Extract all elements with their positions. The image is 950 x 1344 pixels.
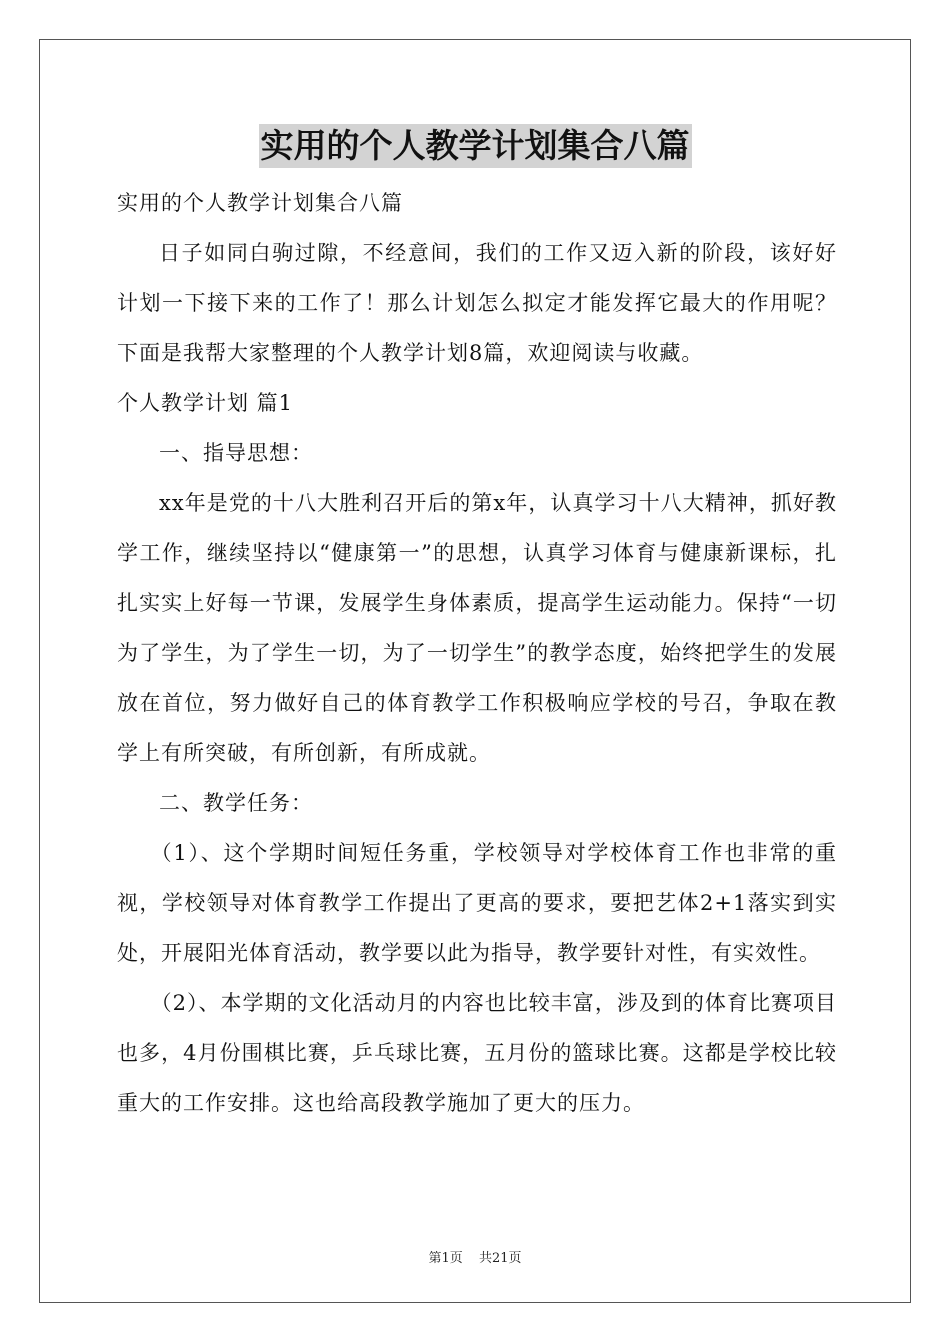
- page-number: 第1页: [428, 1251, 463, 1266]
- paragraph: 实用的个人教学计划集合八篇: [117, 191, 403, 215]
- document-title: 实用的个人教学计划集合八篇: [259, 124, 692, 168]
- subsection-heading: 二、教学任务：: [159, 791, 313, 815]
- paragraph: （1）、这个学期时间短任务重，学校领导对学校体育工作也非常的重视，学校领导对体育教学工作提出了更高的要求，要把艺体2+1落实到实处，开展阳光体育活动，教学要以此为指导，教学要针对性，有实效性。: [117, 841, 837, 965]
- paragraph: （2）、本学期的文化活动月的内容也比较丰富，涉及到的体育比赛项目也多，4月份围棋比赛，乒乓球比赛，五月份的篮球比赛。这都是学校比较重大的工作安排。这也给高段教学施加了更大的压力。: [117, 991, 837, 1115]
- paragraph: xx年是党的十八大胜利召开后的第x年，认真学习十八大精神，抓好教学工作，继续坚持以“健康第一”的思想，认真学习体育与健康新课标，扎扎实实上好每一节课，发展学生身体素质，提高学生运动能力。保持“一切为了学生，为了学生一切，为了一切学生”的教学态度，始终把学生的发展放在首位，努力做好自己的体育教学工作积极响应学校的号召，争取在教学上有所突破，有所创新，有所成就。: [117, 491, 837, 765]
- paragraph: 日子如同白驹过隙，不经意间，我们的工作又迈入新的阶段，该好好计划一下接下来的工作了！那么计划怎么拟定才能发挥它最大的作用呢？下面是我帮大家整理的个人教学计划8篇，欢迎阅读与收藏。: [117, 241, 837, 365]
- subsection-heading: 一、指导思想：: [159, 441, 313, 465]
- page-total: 共21页: [478, 1251, 522, 1266]
- page-footer: [0, 1247, 950, 1266]
- title-wrap: [0, 124, 950, 168]
- section-heading: 个人教学计划 篇1: [117, 391, 294, 415]
- document-body: [117, 178, 837, 1128]
